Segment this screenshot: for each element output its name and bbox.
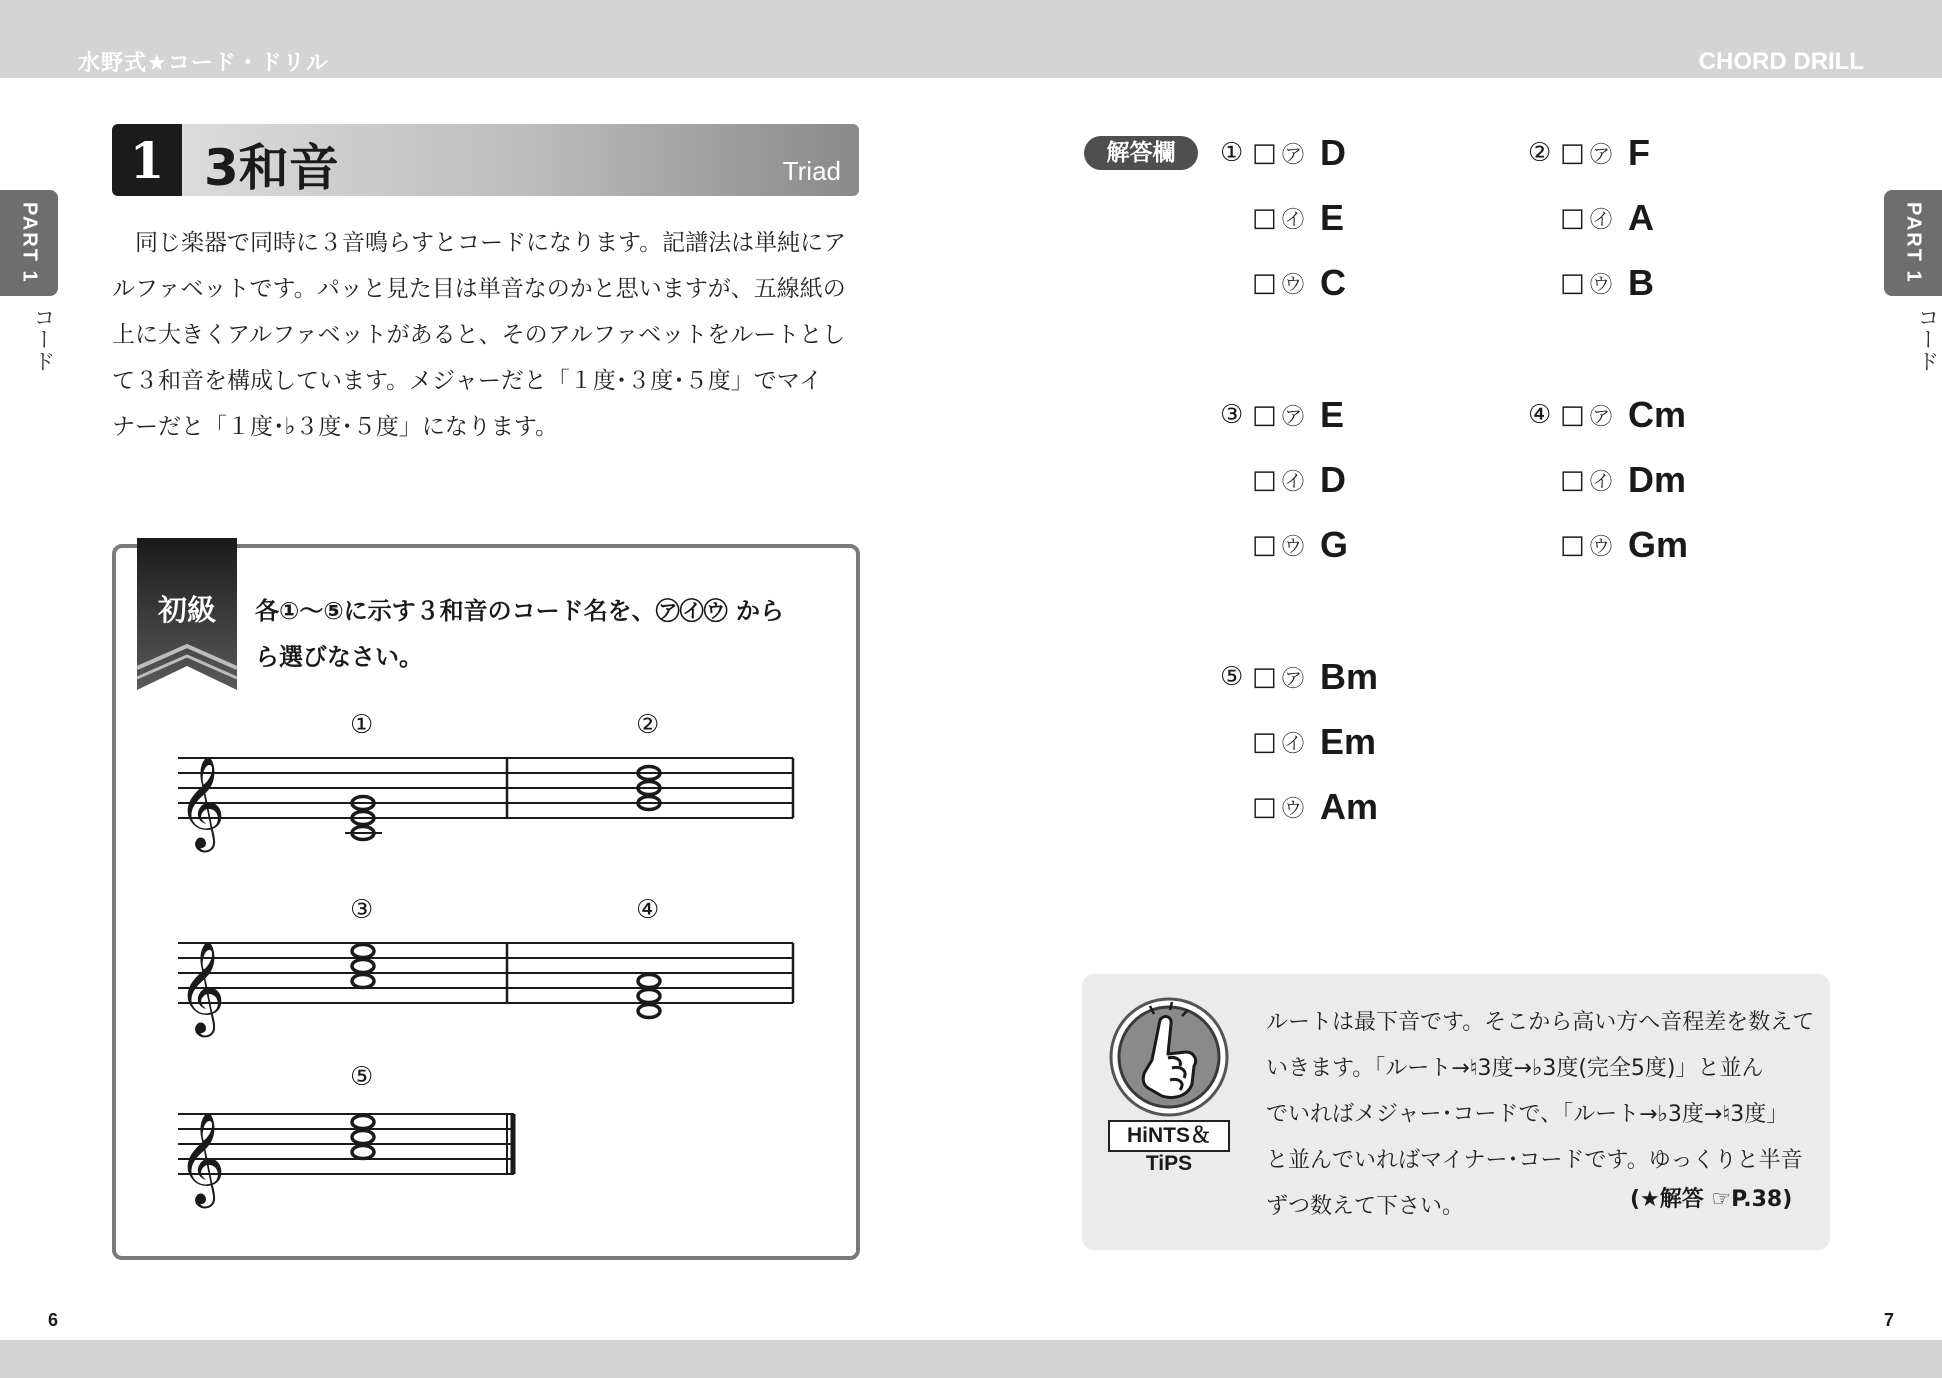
part-tab-label: PART 1 [18, 202, 41, 284]
checkbox-icon[interactable]: □ [1560, 400, 1585, 430]
checkbox-icon[interactable]: □ [1252, 530, 1277, 560]
answer-option[interactable]: □ ㋒ C [1252, 262, 1346, 303]
chord-name: D [1320, 459, 1346, 500]
answer-option[interactable]: ④ □ ㋐ Cm [1528, 394, 1687, 435]
answer-option[interactable]: ① □ ㋐ D [1220, 132, 1346, 173]
chord-name: D [1320, 132, 1346, 173]
treble-clef-icon: 𝄞 [178, 940, 226, 1033]
answer-option[interactable]: □ ㋑ Dm [1560, 459, 1687, 500]
checkbox-icon[interactable]: □ [1252, 727, 1277, 757]
chord-name: E [1320, 394, 1345, 435]
answer-reference: (★解答 ☞P.38) [1630, 1187, 1793, 1212]
hint-line: と並んでいればマイナー･コードです。ゆっくりと半音 [1266, 1148, 1803, 1173]
level-label: 初級 [157, 593, 216, 627]
treble-clef-icon: 𝄞 [178, 1111, 226, 1204]
checkbox-icon[interactable]: □ [1560, 530, 1585, 560]
answer-option[interactable]: □ ㋑ A [1560, 197, 1654, 238]
chord-name: Bm [1320, 656, 1379, 697]
question-line: 各①～⑤に示す３和音のコード名を、㋐㋑㋒ から [255, 597, 784, 625]
chord-name: F [1628, 132, 1650, 173]
intro-line: ナーだと「１度･♭３度･５度」になります。 [112, 414, 559, 440]
intro-line: 同じ楽器で同時に３音鳴らすとコードになります。記譜法は単純にア [112, 230, 847, 256]
answer-option[interactable]: □ ㋑ D [1252, 459, 1346, 500]
page-number-left: 6 [48, 1310, 59, 1330]
question-line: ら選びなさい。 [255, 643, 423, 671]
answer-option[interactable]: □ ㋒ B [1560, 262, 1654, 303]
chord-name: Am [1320, 786, 1379, 827]
pointing-hand-icon [1108, 996, 1230, 1118]
chapter-label-left: コード [30, 306, 55, 372]
intro-line: て３和音を構成しています。メジャーだと「１度･３度･５度」でマイ [112, 368, 823, 394]
chord-name: G [1320, 524, 1349, 565]
checkbox-icon[interactable]: □ [1252, 465, 1277, 495]
answer-option[interactable]: □ ㋒ Gm [1560, 524, 1689, 565]
chord-name: Dm [1628, 459, 1687, 500]
staff-label-5: ⑤ [350, 1062, 374, 1092]
chord-name: C [1320, 262, 1346, 303]
section-title: 3和音 [204, 139, 339, 196]
staff-label-1: ① [350, 710, 374, 740]
checkbox-icon[interactable]: □ [1252, 203, 1277, 233]
answer-label: 解答欄 [1084, 136, 1198, 170]
checkbox-icon[interactable]: □ [1252, 268, 1277, 298]
staff-label-4: ④ [636, 895, 660, 925]
chord-name: A [1628, 197, 1654, 238]
chapter-label-right: コード [1914, 306, 1939, 372]
chord-name: B [1628, 262, 1654, 303]
page-number-right: 7 [1883, 1310, 1894, 1330]
chord-name: Cm [1628, 394, 1687, 435]
section-subtitle: Triad [782, 156, 841, 186]
checkbox-icon[interactable]: □ [1560, 268, 1585, 298]
section-number: 1 [112, 124, 182, 196]
treble-clef-icon: 𝄞 [178, 755, 226, 848]
answer-option[interactable]: ② □ ㋐ F [1528, 132, 1650, 173]
answer-option[interactable]: □ ㋑ E [1252, 197, 1345, 238]
hint-line: でいればメジャー･コードで、「ルート→♭3度→♮3度」 [1266, 1102, 1789, 1127]
part-tab-label: PART 1 [1902, 202, 1925, 284]
book-title-english: CHORD DRILL [1698, 48, 1864, 75]
intro-line: 上に大きくアルファベットがあると、そのアルファベットをルートとし [112, 322, 846, 348]
answer-option[interactable]: ⑤ □ ㋐ Bm [1220, 656, 1379, 697]
answer-option[interactable]: □ ㋒ Am [1252, 786, 1379, 827]
hint-line: ずつ数えて下さい。 [1266, 1194, 1465, 1219]
book-title: 水野式★コード・ドリル [78, 51, 329, 76]
staff-label-2: ② [636, 710, 660, 740]
checkbox-icon[interactable]: □ [1252, 662, 1277, 692]
answer-option[interactable]: □ ㋑ Em [1252, 721, 1377, 762]
hint-line: いきます。「ルート→♮3度→♭3度(完全5度)」と並ん [1266, 1056, 1764, 1081]
checkbox-icon[interactable]: □ [1560, 465, 1585, 495]
chord-name: E [1320, 197, 1345, 238]
staff-label-3: ③ [350, 895, 374, 925]
chord-name: Gm [1628, 524, 1689, 565]
hint-line: ルートは最下音です。そこから高い方へ音程差を数えて [1266, 1010, 1815, 1035]
chord-name: Em [1320, 721, 1377, 762]
answer-option[interactable]: □ ㋒ G [1252, 524, 1349, 565]
checkbox-icon[interactable]: □ [1252, 138, 1277, 168]
hints-logo: HiNTS＆TiPS [1108, 1120, 1230, 1152]
checkbox-icon[interactable]: □ [1560, 138, 1585, 168]
intro-line: ルファベットです。パッと見た目は単音なのかと思いますが、五線紙の [112, 276, 846, 302]
checkbox-icon[interactable]: □ [1252, 792, 1277, 822]
checkbox-icon[interactable]: □ [1252, 400, 1277, 430]
answer-option[interactable]: ③ □ ㋐ E [1220, 394, 1345, 435]
checkbox-icon[interactable]: □ [1560, 203, 1585, 233]
